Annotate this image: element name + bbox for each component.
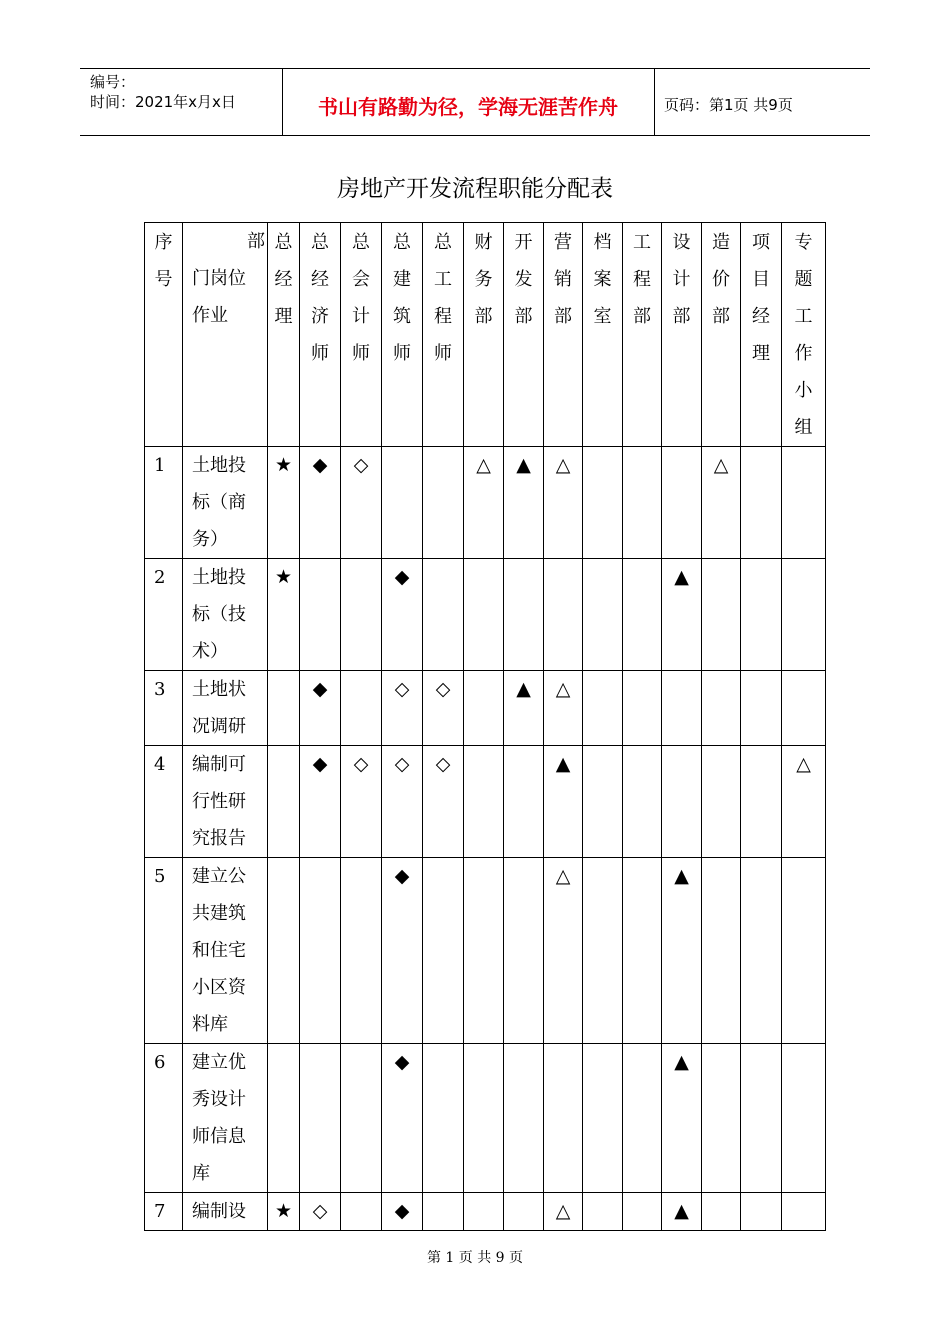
table-row	[145, 858, 826, 1044]
empty-cell	[464, 559, 504, 671]
column-header	[464, 223, 504, 447]
empty-cell	[504, 1044, 544, 1193]
empty-cell	[423, 858, 464, 1044]
column-header	[782, 223, 826, 447]
row-task-label: 土地投标（商务）	[192, 455, 246, 550]
column-header	[583, 223, 623, 447]
row-task-label: 编制设	[192, 1201, 246, 1222]
empty-cell	[300, 559, 341, 671]
role-mark: ◆	[382, 1044, 423, 1193]
empty-cell	[341, 671, 382, 746]
role-mark: △	[544, 671, 583, 746]
row-seq: 2	[145, 559, 183, 671]
role-mark: ◇	[423, 746, 464, 858]
row-task-label: 建立优秀设计师信息库	[192, 1052, 246, 1184]
column-header	[300, 223, 341, 447]
column-header-label: 总 会 计 师	[352, 232, 370, 364]
empty-cell	[341, 1193, 382, 1231]
role-mark: ▲	[662, 858, 702, 1044]
table-row	[145, 1044, 826, 1193]
empty-cell	[702, 671, 741, 746]
row-task	[183, 559, 268, 671]
empty-cell	[702, 746, 741, 858]
header-motto-cell	[282, 69, 655, 135]
column-header-label: 项 目 经 理	[752, 232, 770, 364]
empty-cell	[623, 746, 662, 858]
empty-cell	[702, 1193, 741, 1231]
empty-cell	[464, 1044, 504, 1193]
empty-cell	[623, 1044, 662, 1193]
column-header	[504, 223, 544, 447]
number-label: 编号：	[90, 73, 136, 91]
empty-cell	[583, 559, 623, 671]
role-mark: ◇	[382, 671, 423, 746]
empty-cell	[504, 858, 544, 1044]
column-header-label: 档 案 室	[593, 232, 612, 327]
empty-cell	[623, 1193, 662, 1231]
row-seq: 5	[145, 858, 183, 1044]
document-title: 房地产开发流程职能分配表	[337, 176, 613, 202]
empty-cell	[423, 559, 464, 671]
table-row	[145, 671, 826, 746]
empty-cell	[741, 559, 782, 671]
row-task	[183, 1193, 268, 1231]
empty-cell	[504, 746, 544, 858]
role-mark: ▲	[544, 746, 583, 858]
role-mark: ▲	[662, 559, 702, 671]
row-task-label: 编制可行性研究报告	[192, 754, 246, 849]
empty-cell	[464, 1193, 504, 1231]
column-header-label: 工 程 部	[633, 232, 651, 327]
table-row	[145, 559, 826, 671]
row-task-label: 土地状况调研	[192, 679, 246, 737]
empty-cell	[662, 746, 702, 858]
empty-cell	[741, 671, 782, 746]
row-task	[183, 447, 268, 559]
empty-cell	[662, 447, 702, 559]
empty-cell	[741, 1044, 782, 1193]
row-task	[183, 746, 268, 858]
empty-cell	[782, 1193, 826, 1231]
column-header	[268, 223, 300, 447]
column-header	[544, 223, 583, 447]
row-seq: 6	[145, 1044, 183, 1193]
header-char: 序	[154, 232, 173, 253]
column-header-label: 专 题 工 作 小 组	[794, 232, 813, 438]
empty-cell	[741, 746, 782, 858]
column-header	[702, 223, 741, 447]
empty-cell	[702, 858, 741, 1044]
empty-cell	[504, 559, 544, 671]
role-mark: ▲	[662, 1044, 702, 1193]
empty-cell	[268, 1044, 300, 1193]
dept-task-header	[183, 223, 268, 447]
role-mark: ◇	[341, 746, 382, 858]
row-task-label: 土地投标（技术）	[192, 567, 246, 662]
empty-cell	[782, 559, 826, 671]
empty-cell	[583, 858, 623, 1044]
empty-cell	[341, 1044, 382, 1193]
empty-cell	[702, 559, 741, 671]
empty-cell	[782, 447, 826, 559]
empty-cell	[782, 858, 826, 1044]
row-task	[183, 671, 268, 746]
empty-cell	[464, 671, 504, 746]
page-label: 页码：第1页 共9页	[664, 96, 793, 114]
header-info	[80, 69, 283, 135]
column-header-label: 开 发 部	[514, 232, 533, 327]
empty-cell	[741, 1193, 782, 1231]
role-mark: ◆	[382, 858, 423, 1044]
table-row	[145, 746, 826, 858]
empty-cell	[268, 858, 300, 1044]
role-mark: ◆	[300, 447, 341, 559]
empty-cell	[300, 858, 341, 1044]
empty-cell	[268, 671, 300, 746]
empty-cell	[662, 671, 702, 746]
column-header-label: 营 销 部	[554, 232, 572, 327]
empty-cell	[464, 746, 504, 858]
column-header	[662, 223, 702, 447]
empty-cell	[423, 1044, 464, 1193]
empty-cell	[702, 1044, 741, 1193]
row-seq: 4	[145, 746, 183, 858]
row-task	[183, 1044, 268, 1193]
role-mark: ★	[268, 559, 300, 671]
dept-header-top: 部	[247, 231, 265, 252]
role-mark: ◇	[423, 671, 464, 746]
role-mark: ◇	[382, 746, 423, 858]
empty-cell	[782, 1044, 826, 1193]
role-mark: ◇	[341, 447, 382, 559]
empty-cell	[741, 447, 782, 559]
role-mark: △	[464, 447, 504, 559]
table-header-row	[145, 223, 826, 447]
empty-cell	[464, 858, 504, 1044]
column-header	[341, 223, 382, 447]
empty-cell	[382, 447, 423, 559]
motto: 书山有路勤为径，学海无涯苦作舟	[318, 95, 618, 119]
empty-cell	[623, 559, 662, 671]
empty-cell	[423, 1193, 464, 1231]
empty-cell	[341, 858, 382, 1044]
column-header-label: 总 经 济 师	[311, 232, 329, 364]
column-header-label: 设 计 部	[672, 232, 691, 327]
role-mark: △	[702, 447, 741, 559]
role-mark: ▲	[662, 1193, 702, 1231]
column-header	[741, 223, 782, 447]
empty-cell	[583, 447, 623, 559]
role-mark: ★	[268, 447, 300, 559]
column-header-label: 总 经 理	[274, 232, 293, 327]
empty-cell	[423, 447, 464, 559]
column-header-label: 总 工 程 师	[434, 232, 452, 364]
role-mark: △	[782, 746, 826, 858]
role-mark: ▲	[504, 447, 544, 559]
empty-cell	[583, 1044, 623, 1193]
page-header	[80, 68, 870, 136]
row-seq: 7	[145, 1193, 183, 1231]
empty-cell	[583, 671, 623, 746]
column-header-label: 财 务 部	[474, 232, 493, 327]
empty-cell	[741, 858, 782, 1044]
empty-cell	[300, 1044, 341, 1193]
date-label: 时间：2021年x月x日	[90, 93, 236, 111]
seq-header	[145, 223, 183, 447]
column-header-label: 总 建 筑 师	[393, 232, 411, 364]
column-header	[623, 223, 662, 447]
empty-cell	[583, 746, 623, 858]
header-page-cell	[654, 69, 870, 135]
function-allocation-table	[144, 222, 826, 1231]
role-mark: △	[544, 858, 583, 1044]
role-mark: ▲	[504, 671, 544, 746]
empty-cell	[341, 559, 382, 671]
header-char: 号	[154, 269, 173, 290]
column-header	[382, 223, 423, 447]
role-mark: ◆	[382, 1193, 423, 1231]
empty-cell	[504, 1193, 544, 1231]
empty-cell	[782, 671, 826, 746]
empty-cell	[623, 447, 662, 559]
table-row	[145, 1193, 826, 1231]
row-task	[183, 858, 268, 1044]
page-footer: 第 1 页 共 9 页	[426, 1250, 524, 1266]
row-seq: 3	[145, 671, 183, 746]
role-mark: ◆	[300, 746, 341, 858]
role-mark: ◆	[382, 559, 423, 671]
role-mark: ★	[268, 1193, 300, 1231]
empty-cell	[544, 1044, 583, 1193]
empty-cell	[268, 746, 300, 858]
empty-cell	[583, 1193, 623, 1231]
empty-cell	[544, 559, 583, 671]
role-mark: △	[544, 447, 583, 559]
row-task-label: 建立公共建筑和住宅小区资料库	[192, 866, 246, 1035]
role-mark: ◇	[300, 1193, 341, 1231]
empty-cell	[623, 858, 662, 1044]
role-mark: △	[544, 1193, 583, 1231]
table-row	[145, 447, 826, 559]
column-header	[423, 223, 464, 447]
row-seq: 1	[145, 447, 183, 559]
role-mark: ◆	[300, 671, 341, 746]
column-header-label: 造 价 部	[712, 232, 730, 327]
dept-header-rest: 门岗位作业	[192, 268, 246, 326]
empty-cell	[623, 671, 662, 746]
